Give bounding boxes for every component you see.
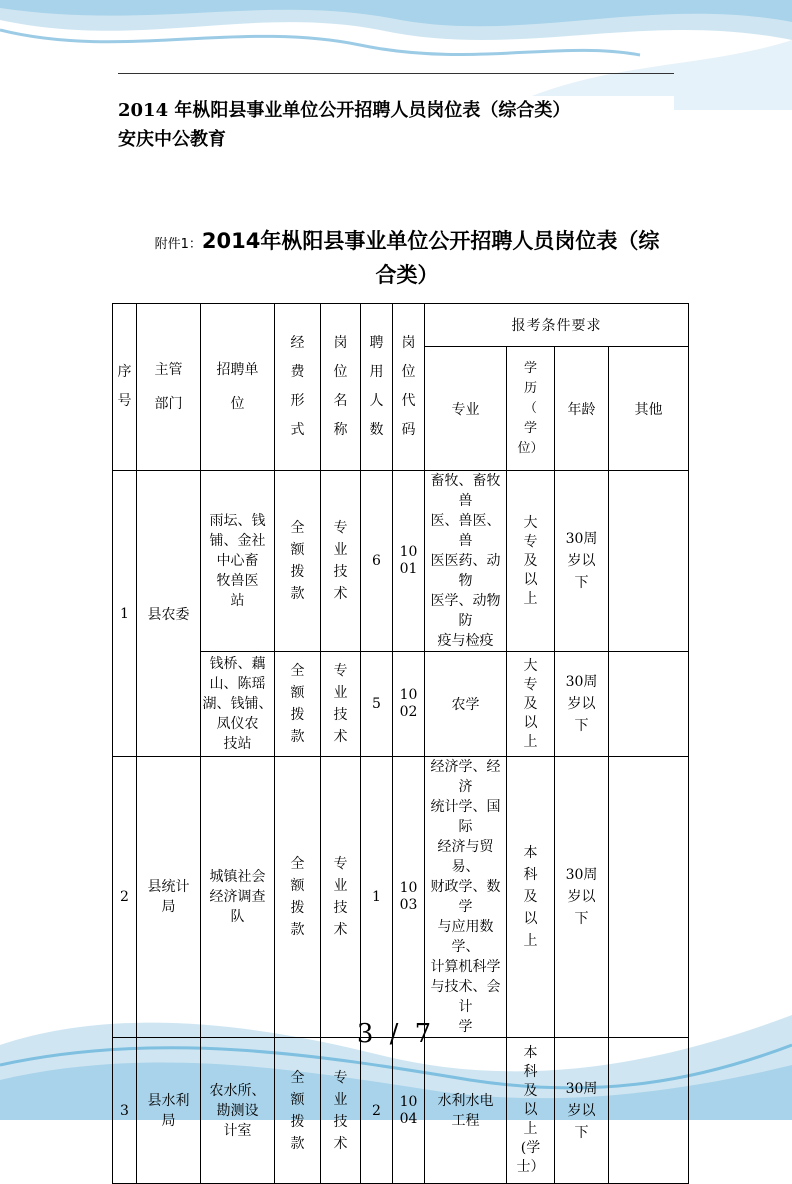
row-unit: 雨坛、钱 铺、金社 中心畜 牧兽医 站 — [201, 471, 275, 652]
document-heading — [118, 96, 674, 154]
row-funding: 全 额 拨 款 — [275, 757, 321, 1038]
row-post-name: 专 业 技 术 — [321, 757, 361, 1038]
attachment-title-line-2: 合类） — [375, 263, 439, 287]
table-row — [113, 1038, 689, 1184]
header-requirements: 报考条件要求 — [425, 304, 689, 347]
row-age: 30周 岁以 下 — [555, 757, 609, 1038]
row-education: 本 科 及 以 上 (学 士） — [507, 1038, 555, 1184]
row-dept: 县统计 局 — [137, 757, 201, 1038]
header-other: 其他 — [609, 347, 689, 471]
header-seq: 序 号 — [113, 304, 137, 471]
row-count: 1 — [361, 757, 393, 1038]
attachment-prefix: 附件1： — [154, 237, 202, 252]
header-post-code: 岗 位 代 码 — [393, 304, 425, 471]
heading-line-1: 2014 年枞阳县事业单位公开招聘人员岗位表（综合类） — [118, 100, 571, 121]
row-code: 10 01 — [393, 471, 425, 652]
attachment-title-line-1: 2014年枞阳县事业单位公开招聘人员岗位表（综 — [201, 229, 660, 253]
row-seq: 3 — [113, 1038, 137, 1184]
table-row — [113, 471, 689, 652]
decorative-wave-top — [0, 0, 792, 110]
row-unit: 钱桥、藕 山、陈瑶 湖、钱铺、 凤仪农 技站 — [201, 652, 275, 757]
header-count: 聘 用 人 数 — [361, 304, 393, 471]
table-header-row — [113, 304, 689, 347]
attachment-title — [112, 226, 702, 290]
row-code: 10 04 — [393, 1038, 425, 1184]
row-other — [609, 652, 689, 757]
row-code: 10 02 — [393, 652, 425, 757]
top-rule — [118, 73, 674, 74]
row-post-name: 专 业 技 术 — [321, 471, 361, 652]
row-education: 大 专 及 以 上 — [507, 471, 555, 652]
row-dept: 县水利 局 — [137, 1038, 201, 1184]
row-unit: 城镇社会 经济调查 队 — [201, 757, 275, 1038]
table-row — [113, 757, 689, 1038]
row-major: 畜牧、畜牧兽 医、兽医、兽 医医药、动物 医学、动物防 疫与检疫 — [425, 471, 507, 652]
header-funding: 经 费 形 式 — [275, 304, 321, 471]
row-unit: 农水所、 勘测设 计室 — [201, 1038, 275, 1184]
row-code: 10 03 — [393, 757, 425, 1038]
row-post-name: 专 业 技 术 — [321, 1038, 361, 1184]
header-major: 专业 — [425, 347, 507, 471]
recruitment-table — [112, 303, 689, 1184]
row-other — [609, 1038, 689, 1184]
row-other — [609, 757, 689, 1038]
row-funding: 全 额 拨 款 — [275, 471, 321, 652]
header-age: 年龄 — [555, 347, 609, 471]
page-number: 3 / 7 — [356, 1019, 436, 1049]
row-age: 30周 岁以 下 — [555, 652, 609, 757]
header-unit: 招聘单 位 — [201, 304, 275, 471]
header-education: 学 历 （ 学 位） — [507, 347, 555, 471]
row-education: 大 专 及 以 上 — [507, 652, 555, 757]
heading-line-2: 安庆中公教育 — [118, 129, 226, 150]
row-funding: 全 额 拨 款 — [275, 652, 321, 757]
row-age: 30周 岁以 下 — [555, 1038, 609, 1184]
row-other — [609, 471, 689, 652]
row-seq: 1 — [113, 471, 137, 757]
row-funding: 全 额 拨 款 — [275, 1038, 321, 1184]
header-post-name: 岗 位 名 称 — [321, 304, 361, 471]
row-count: 5 — [361, 652, 393, 757]
row-count: 2 — [361, 1038, 393, 1184]
header-dept: 主管 部门 — [137, 304, 201, 471]
row-dept: 县农委 — [137, 471, 201, 757]
row-age: 30周 岁以 下 — [555, 471, 609, 652]
row-major: 水利水电 工程 — [425, 1038, 507, 1184]
row-post-name: 专 业 技 术 — [321, 652, 361, 757]
row-seq: 2 — [113, 757, 137, 1038]
row-education: 本 科 及 以 上 — [507, 757, 555, 1038]
row-major: 农学 — [425, 652, 507, 757]
row-count: 6 — [361, 471, 393, 652]
row-major: 经济学、经济 统计学、国际 经济与贸易、 财政学、数学 与应用数学、 计算机科学 与技术、会计 学 — [425, 757, 507, 1038]
